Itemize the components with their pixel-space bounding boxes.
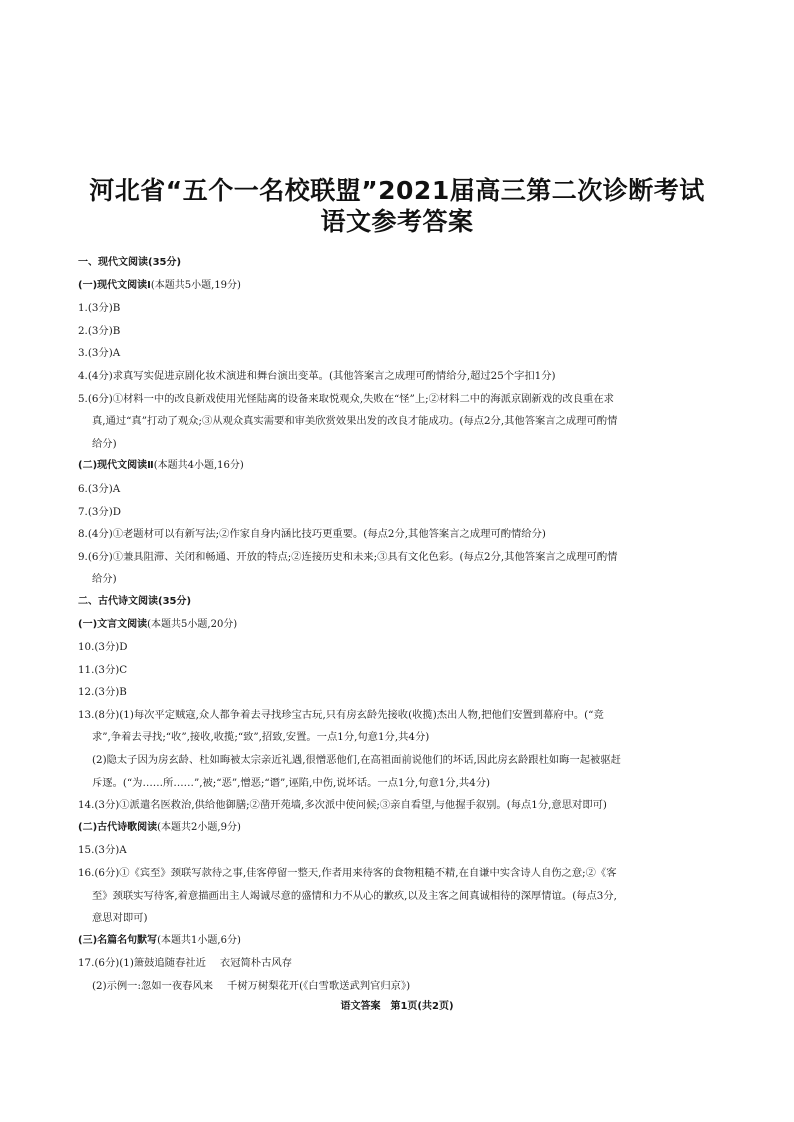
subsection-title: (一)文言文阅读	[78, 618, 148, 630]
answer-item: 8.(4分)①老题材可以有新写法;②作家自身内涵比技巧更重要。(每点2分,其他答案言之成理可酌情给分)	[78, 528, 546, 541]
answer-item: 9.(6分)①兼具阻滞、关闭和畅通、开放的特点;②连接历史和未来;③具有文化色彩。(每点2分,其他答案言之成理可酌情	[78, 550, 618, 563]
answer-item: 14.(3分)①派遣名医救治,供给他御膳;②凿开苑墙,多次派中使问候;③亲自看望,与他握手叙别。(每点1分,意思对即可)	[78, 799, 607, 812]
answer-item: 13.(8分)(1)每次平定贼寇,众人都争着去寻找珍宝古玩,只有房玄龄先接收(收揽)杰出人物,把他们安置到幕府中。(“竞	[78, 708, 604, 721]
subsection-note: (本题共2小题,9分)	[157, 821, 241, 833]
answer-content	[78, 252, 728, 998]
subsection-title: (一)现代文阅读Ⅰ	[78, 279, 151, 291]
subsection-heading	[78, 817, 728, 840]
answer-item: 6.(3分)A	[78, 482, 121, 495]
section-heading: 二、古代诗文阅读(35分)	[78, 595, 192, 607]
answer-line-first: 17.(6分)(1)箫鼓追随春社近	[78, 957, 206, 970]
answer-line-second: 千树万树梨花开(《白雪歌送武判官归京》)	[227, 980, 411, 992]
answer-item-continued: 至》颈联实写待客,着意描画出主人竭诚尽意的盛情和力不从心的歉疚,以及主客之间真诚相待的深厚情谊。(每点3分,	[92, 889, 617, 902]
answer-item-continued: 给分)	[92, 573, 117, 586]
answer-item: 3.(3分)A	[78, 347, 121, 360]
answer-line-second: 衣冠简朴古风存	[219, 957, 292, 970]
section-heading: 一、现代文阅读(35分)	[78, 257, 182, 268]
answer-item-continued: 求”,争着去寻找;“收”,接收,收揽;“致”,招致,安置。一点1分,句意1分,共4分)	[92, 731, 430, 744]
subsection-heading	[78, 930, 728, 953]
answer-item: 15.(3分)A	[78, 844, 127, 857]
subsection-note: (本题共5小题,19分)	[150, 279, 241, 291]
answer-line-first: (2)示例一:忽如一夜春风来	[92, 980, 214, 992]
page-subtitle: 语文参考答案	[320, 207, 474, 236]
answer-item: 7.(3分)D	[78, 505, 121, 518]
answer-item: 1.(3分)B	[78, 302, 121, 315]
answer-item-continued: 意思对即可)	[92, 912, 148, 925]
answer-item: 11.(3分)C	[78, 663, 128, 676]
subsection-title: (二)现代文阅读Ⅱ	[78, 460, 154, 472]
answer-item: 4.(4分)求真写实促进京剧化妆术演进和舞台演出变革。(其他答案言之成理可酌情给分,超过25个字扣1分)	[78, 369, 556, 382]
answer-item: 5.(6分)①材料一中的改良新戏使用光怪陆离的设备来取悦观众,失败在“怪”上;②材料二中的海派京剧新戏的改良重在求	[78, 392, 614, 405]
answer-item: 10.(3分)D	[78, 641, 128, 654]
subsection-note: (本题共5小题,20分)	[147, 618, 238, 630]
answer-item-continued: 斥逐。(“为……所……”,被;“恶”,憎恶;“谮”,诬陷,中伤,说坏话。一点1分,句意1分,共4分)	[92, 776, 491, 789]
answer-item: 16.(6分)①《宾至》颈联写款待之事,佳客停留一整天,作者用来待客的食物粗糙不精,在自谦中实含诗人自伤之意;②《客	[78, 867, 617, 880]
answer-item-continued: 真,通过“真”打动了观众;③从观众真实需要和审美欣赏效果出发的改良才能成功。(每点2分,其他答案言之成理可酌情	[92, 415, 618, 428]
answer-item-continued: 给分)	[92, 437, 117, 450]
subsection-heading	[78, 614, 728, 637]
subsection-heading	[78, 455, 728, 478]
answer-item: 12.(3分)B	[78, 686, 127, 699]
subsection-title: (三)名篇名句默写	[78, 934, 158, 946]
subsection-heading	[78, 275, 728, 298]
subsection-note: (本题共1小题,6分)	[157, 934, 241, 946]
subsection-title: (二)古代诗歌阅读	[78, 821, 158, 833]
page-title: 河北省“五个一名校联盟”2021届高三第二次诊断考试	[89, 176, 705, 205]
subsection-note: (本题共4小题,16分)	[153, 460, 244, 472]
page-footer: 语文答案 第1页(共2页)	[340, 1001, 454, 1012]
answer-item: 2.(3分)B	[78, 324, 121, 337]
answer-item-continued	[78, 975, 728, 998]
answer-item-continued: (2)隐太子因为房玄龄、杜如晦被太宗亲近礼遇,很憎恶他们,在高祖面前说他们的坏话,因此房玄龄跟杜如晦一起被驱赶	[92, 754, 621, 767]
answer-item	[78, 952, 728, 975]
